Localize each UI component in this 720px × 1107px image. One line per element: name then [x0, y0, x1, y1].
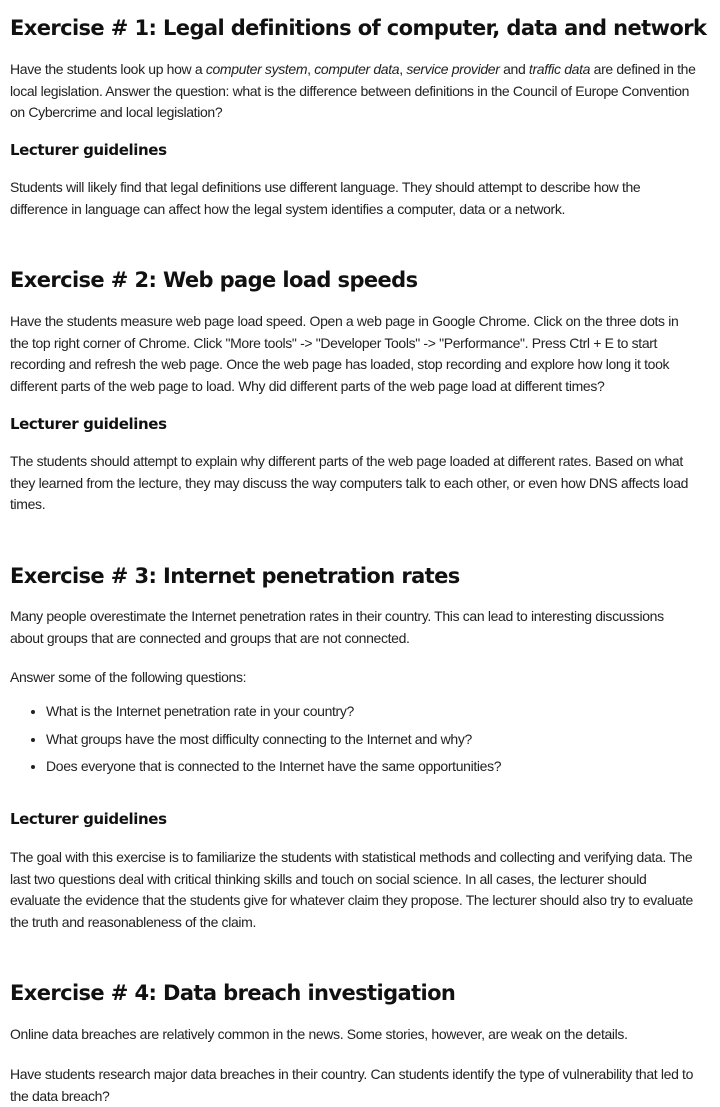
list-item: • What groups have the most difficulty connecting to the Internet and why?: [46, 729, 720, 751]
exercise-1-intro: [10, 59, 700, 124]
exercise-4-intro: Online data breaches are relatively common in the news. Some stories, however, are weak on the details.: [10, 1026, 628, 1042]
exercise-3-title: Exercise # 3: Internet penetration rates: [10, 564, 460, 588]
exercise-2-title: Exercise # 2: Web page load speeds: [10, 268, 418, 292]
intro-text: Have the students look up how a: [10, 61, 206, 77]
list-item: • What is the Internet penetration rate in your country?: [46, 701, 720, 723]
list-item: • Does everyone that is connected to the Internet have the same opportunities?: [46, 756, 720, 778]
exercise-2-guidelines-heading: Lecturer guidelines: [10, 415, 167, 433]
separator: ,: [399, 61, 407, 77]
exercise-4-title: Exercise # 4: Data breach investigation: [10, 981, 456, 1005]
exercise-1-guidelines: Students will likely find that legal definitions use different language. They should attempt to describe how the difference in language can affect how the legal system identifies a computer, data or a network.: [10, 179, 641, 217]
exercise-3-intro: Many people overestimate the Internet penetration rates in their country. This can lead to interesting discussions about groups that are connected and groups that are not connected.: [10, 608, 664, 646]
exercise-4-task: Have students research major data breaches in their country. Can students identify the type of vulnerability that led to the data breach?: [10, 1066, 694, 1104]
term-computer-system: computer system: [205, 61, 308, 77]
term-traffic-data: traffic data: [528, 61, 591, 77]
exercise-3-question-list: [10, 701, 720, 784]
exercise-3-questions-prompt: Answer some of the following questions:: [10, 669, 247, 685]
exercise-2-intro: Have the students measure web page load speed. Open a web page in Google Chrome. Click on the three dots in the top right corner of Chrome. Click "More tools" -> "Developer Tools" -> "Performance". Press Ctrl + E to start recording and refresh the web page. Once the web page has loaded, stop recording and explore how long it took different parts of the web page to load. Why did different parts of the web page load at different times?: [10, 313, 679, 394]
exercise-3-guidelines: The goal with this exercise is to familiarize the students with statistical methods and collecting and verifying data. The last two questions deal with critical thinking skills and touch on social science. In all cases, the lecturer should evaluate the evidence that the students give for whatever claim they propose. The lecturer should also try to evaluate the truth and reasonableness of the claim.: [10, 849, 693, 930]
intro-text-end: are defined in the local legislation. Answer the question: what is the difference between definitions in the Council of Europe Convention on Cybercrime and local legislation?: [10, 61, 696, 120]
separator: ,: [307, 61, 315, 77]
term-service-provider: service provider: [406, 61, 500, 77]
exercise-2-guidelines: The students should attempt to explain why different parts of the web page loaded at different rates. Based on what they learned from the lecture, they may discuss the way computers talk to each other, or even how DNS affects load times.: [10, 453, 689, 512]
exercise-1-title: Exercise # 1: Legal definitions of computer, data and network: [10, 16, 707, 40]
term-computer-data: computer data: [314, 61, 400, 77]
exercise-3-guidelines-heading: Lecturer guidelines: [10, 810, 167, 828]
exercise-1-guidelines-heading: Lecturer guidelines: [10, 141, 167, 159]
separator: and: [499, 61, 529, 77]
